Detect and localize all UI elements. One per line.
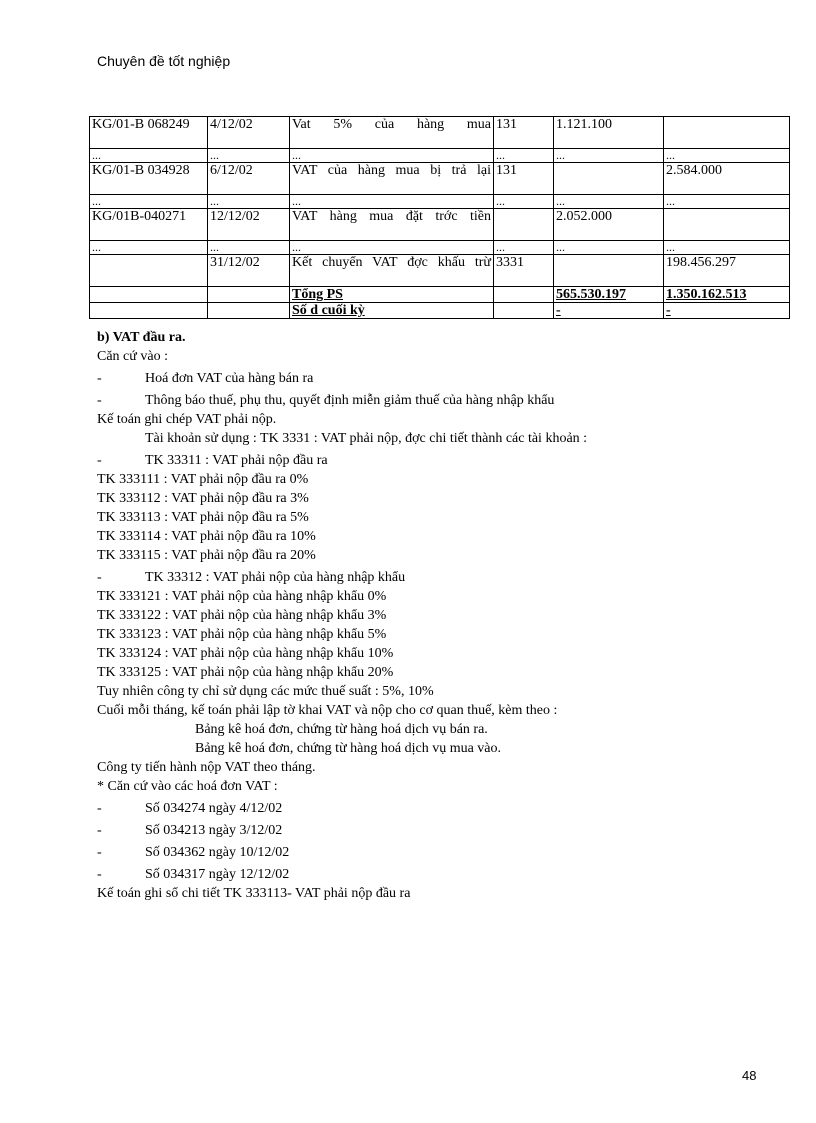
table-cell [208, 303, 290, 319]
account-item: TK 333123 : VAT phải nộp của hàng nhập khẩu 5% [97, 627, 387, 642]
intro-line: Căn cứ vào : [97, 349, 168, 364]
table-cell [554, 255, 664, 287]
table-cell: 565.530.197 [554, 287, 664, 303]
closing-balance-row [90, 303, 790, 319]
table-cell: ... [208, 241, 290, 255]
total-row [90, 287, 790, 303]
table-cell: - [554, 303, 664, 319]
attachment-item: Bảng kê hoá đơn, chứng từ hàng hoá dịch vụ mua vào. [195, 741, 502, 756]
page-number: 48 [742, 1068, 757, 1083]
table-cell [664, 209, 790, 241]
table-cell [494, 209, 554, 241]
page-header: Chuyên đề tốt nghiệp [97, 53, 231, 69]
table-cell: ... [290, 241, 494, 255]
table-cell [90, 255, 208, 287]
table-cell: ... [554, 195, 664, 209]
table-cell [494, 287, 554, 303]
table-cell: ... [664, 195, 790, 209]
table-cell: KG/01-B 034928 [90, 163, 208, 195]
invoice-intro: * Căn cứ vào các hoá đơn VAT : [97, 779, 278, 794]
table-row [90, 255, 790, 287]
invoice-item: - Số 034362 ngày 10/12/02 [97, 845, 290, 860]
table-row [90, 163, 790, 195]
table-cell: ... [664, 149, 790, 163]
table-cell: ... [90, 149, 208, 163]
table-cell: ... [554, 149, 664, 163]
table-cell: ... [554, 241, 664, 255]
table-cell: ... [90, 195, 208, 209]
table-cell [494, 303, 554, 319]
table-cell [90, 303, 208, 319]
account-item: TK 333125 : VAT phải nộp của hàng nhập khẩu 20% [97, 665, 394, 680]
table-cell [664, 117, 790, 149]
account-item: TK 333111 : VAT phải nộp đầu ra 0% [97, 472, 309, 487]
record-line: Kế toán ghi chép VAT phải nộp. [97, 412, 277, 427]
rates-line: Tuy nhiên công ty chỉ sử dụng các mức thuế suất : 5%, 10% [97, 684, 434, 699]
group-title: - TK 33311 : VAT phải nộp đầu ra [97, 453, 328, 468]
account-item: TK 333124 : VAT phải nộp của hàng nhập khẩu 10% [97, 646, 394, 661]
table-cell: Tổng PS [290, 287, 494, 303]
closing-line: Kế toán ghi sổ chi tiết TK 333113- VAT phải nộp đầu ra [97, 886, 411, 901]
table-cell: ... [664, 241, 790, 255]
account-item: TK 333121 : VAT phải nộp của hàng nhập khẩu 0% [97, 589, 387, 604]
table-cell: Số d cuối kỳ [290, 303, 494, 319]
invoice-item: - Số 034274 ngày 4/12/02 [97, 801, 283, 816]
list-item: - Hoá đơn VAT của hàng bán ra [97, 371, 314, 386]
table-cell [90, 287, 208, 303]
account-item: TK 333114 : VAT phải nộp đầu ra 10% [97, 529, 316, 544]
pay-line: Công ty tiến hành nộp VAT theo tháng. [97, 760, 316, 775]
monthly-line: Cuối mỗi tháng, kế toán phải lập tờ khai VAT và nộp cho cơ quan thuế, kèm theo : [97, 703, 558, 718]
table-cell: Vat 5% của hàng mua [290, 117, 494, 149]
table-cell: 131 [494, 163, 554, 195]
ellipsis-row [90, 149, 790, 163]
account-item: TK 333115 : VAT phải nộp đầu ra 20% [97, 548, 316, 563]
table-cell [554, 163, 664, 195]
section-heading: b) VAT đầu ra. [97, 330, 186, 345]
table-cell: KG/01-B 068249 [90, 117, 208, 149]
table-cell: 198.456.297 [664, 255, 790, 287]
invoice-item: - Số 034213 ngày 3/12/02 [97, 823, 283, 838]
table-cell: ... [494, 195, 554, 209]
attachment-item: Bảng kê hoá đơn, chứng từ hàng hoá dịch vụ bán ra. [195, 722, 488, 737]
table-cell: VAT của hàng mua bị trả lại [290, 163, 494, 195]
table-cell: 4/12/02 [208, 117, 290, 149]
table-cell: ... [90, 241, 208, 255]
table-cell: ... [208, 149, 290, 163]
account-item: TK 333113 : VAT phải nộp đầu ra 5% [97, 510, 309, 525]
table-cell: Kết chuyển VAT đợc khấu trừ [290, 255, 494, 287]
table-row [90, 117, 790, 149]
table-cell: 2.052.000 [554, 209, 664, 241]
table-cell: - [664, 303, 790, 319]
table-row [90, 209, 790, 241]
invoice-item: - Số 034317 ngày 12/12/02 [97, 867, 290, 882]
table-cell: ... [290, 195, 494, 209]
account-item: TK 333122 : VAT phải nộp của hàng nhập khẩu 3% [97, 608, 387, 623]
group-title: - TK 33312 : VAT phải nộp của hàng nhập khẩu [97, 570, 406, 585]
table-cell: ... [494, 241, 554, 255]
ledger-body [90, 117, 790, 319]
table-cell: ... [208, 195, 290, 209]
ledger-table [89, 116, 790, 319]
table-cell: ... [494, 149, 554, 163]
table-cell: 3331 [494, 255, 554, 287]
table-cell: 31/12/02 [208, 255, 290, 287]
table-cell: 1.121.100 [554, 117, 664, 149]
table-cell: 2.584.000 [664, 163, 790, 195]
table-cell: 12/12/02 [208, 209, 290, 241]
ellipsis-row [90, 241, 790, 255]
table-cell: 131 [494, 117, 554, 149]
ellipsis-row [90, 195, 790, 209]
table-cell: ... [290, 149, 494, 163]
table-cell [208, 287, 290, 303]
account-item: TK 333112 : VAT phải nộp đầu ra 3% [97, 491, 309, 506]
account-line: Tài khoản sử dụng : TK 3331 : VAT phải nộp, đợc chi tiết thành các tài khoản : [145, 431, 588, 446]
table-cell: VAT hàng mua đặt trớc tiền [290, 209, 494, 241]
body-text [97, 328, 777, 903]
table-cell: 1.350.162.513 [664, 287, 790, 303]
list-item: - Thông báo thuế, phụ thu, quyết định miễn giảm thuế của hàng nhập khẩu [97, 393, 555, 408]
table-cell: KG/01B-040271 [90, 209, 208, 241]
table-cell: 6/12/02 [208, 163, 290, 195]
